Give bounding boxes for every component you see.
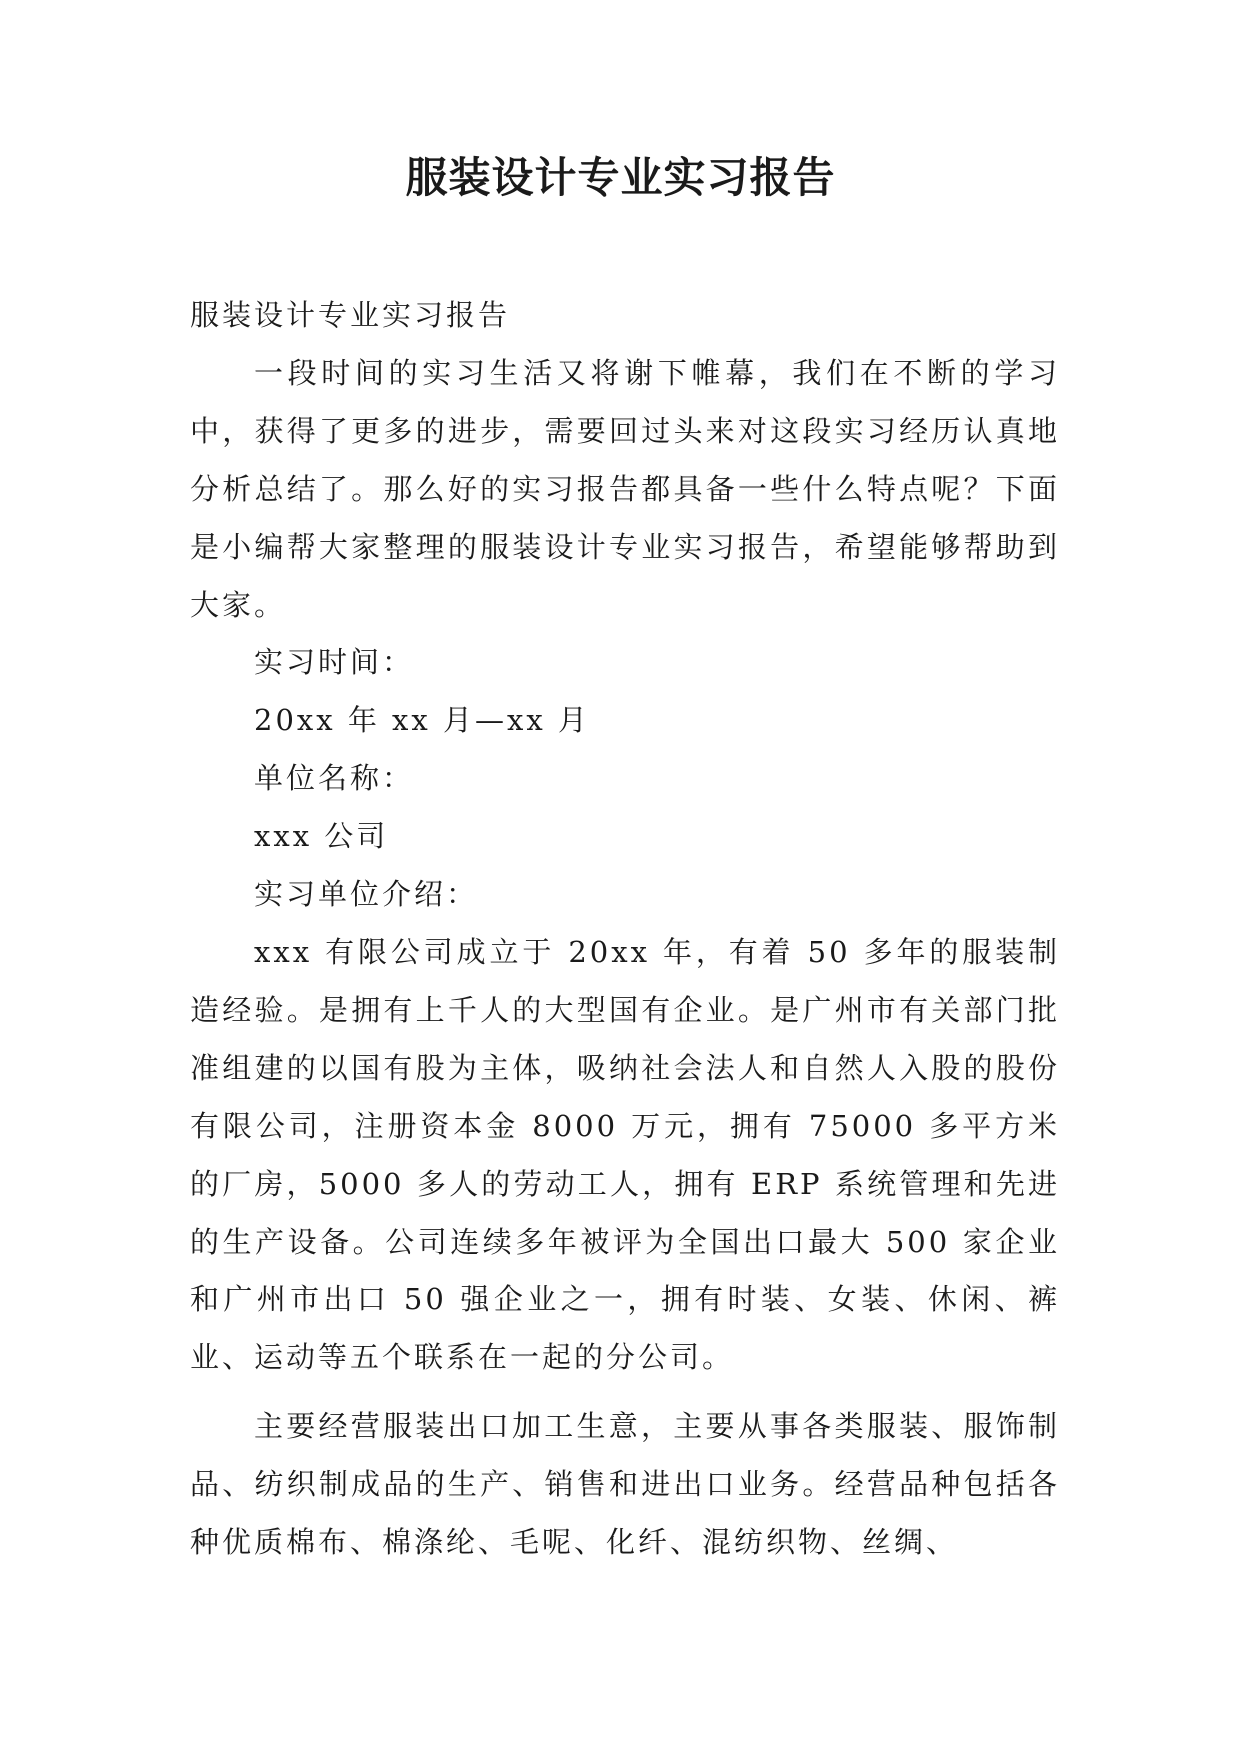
paragraph-company-description: xxx 有限公司成立于 20xx 年，有着 50 多年的服装制造经验。是拥有上千人的大型国有企业。是广州市有关部门批准组建的以国有股为主体，吸纳社会法人和自然人入股的股份有限公司，注册资本金 8000 万元，拥有 75000 多平方米的厂房，5000 多人的劳动工人，拥有 ERP 系统管理和先进的生产设备。公司连续多年被评为全国出口最大 500 家企业和广州市出口 50 强企业之一，拥有时装、女装、休闲、裤业、运动等五个联系在一起的分公司。 [190,934,1060,1375]
document-subtitle: 服装设计专业实习报告 [190,298,511,332]
paragraph-unit-name-value: xxx 公司 [254,819,389,854]
document-body [190,287,1060,1572]
paragraph-unit-intro-label: 实习单位介绍： [254,877,479,912]
paragraph-internship-time-label: 实习时间： [254,645,415,680]
document-title: 服装设计专业实习报告 [405,153,836,202]
paragraph-internship-time-value: 20xx 年 xx 月—xx 月 [254,703,590,738]
paragraph-business-scope: 主要经营服装出口加工生意，主要从事各类服装、服饰制品、纺织制成品的生产、销售和进出口业务。经营品种包括各种优质棉布、棉涤纶、毛呢、化纤、混纺织物、丝绸、 [190,1409,1060,1560]
paragraph-unit-name-label: 单位名称： [254,761,415,796]
paragraph-intro: 一段时间的实习生活又将谢下帷幕，我们在不断的学习中，获得了更多的进步，需要回过头来对这段实习经历认真地分析总结了。那么好的实习报告都具备一些什么特点呢？下面是小编帮大家整理的服装设计专业实习报告，希望能够帮助到大家。 [190,355,1060,622]
